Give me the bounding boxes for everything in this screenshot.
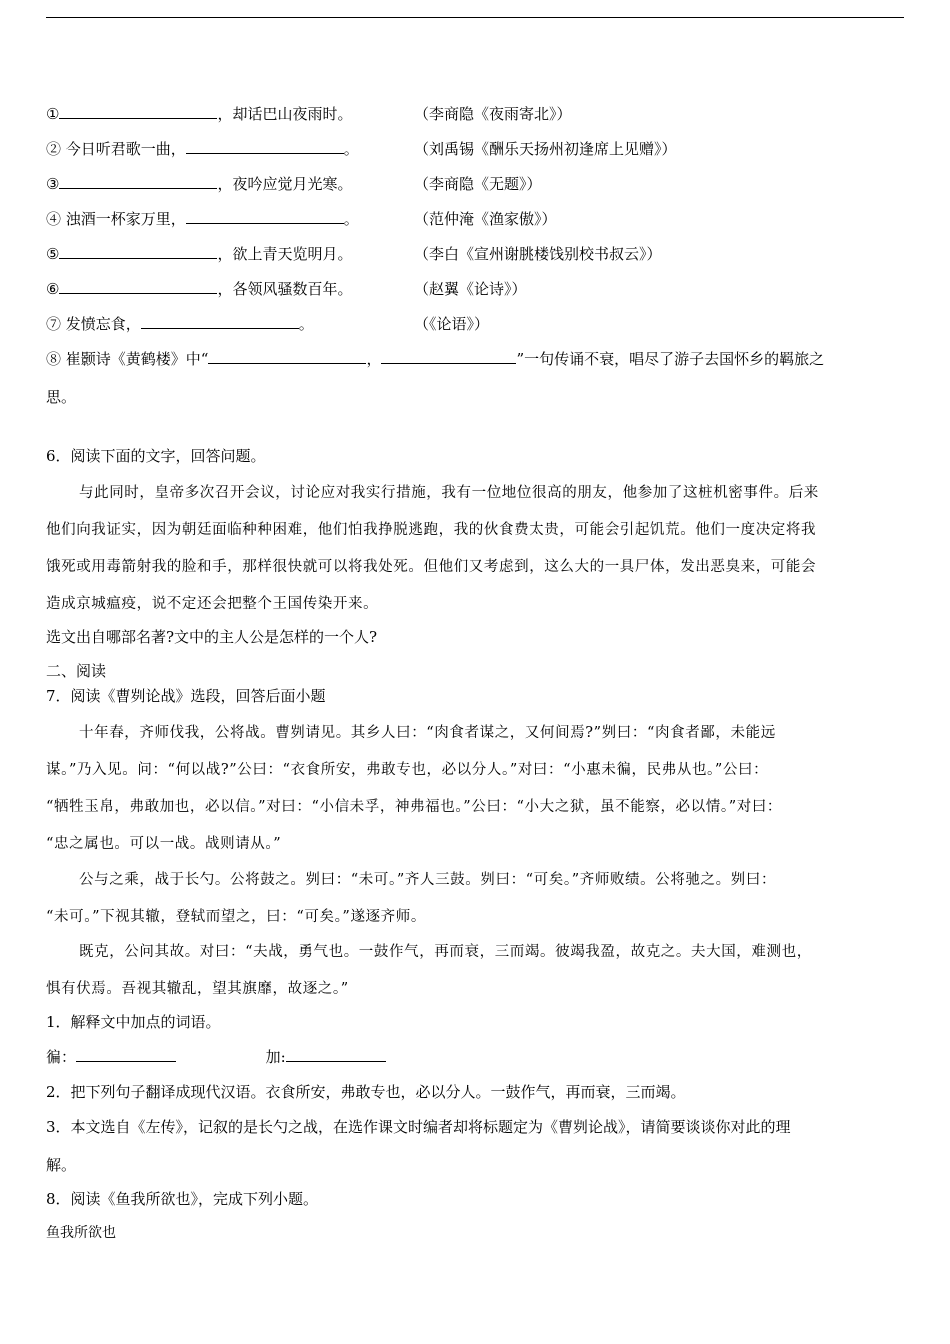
item-text: ”一句传诵不衰，唱尽了游子去国怀乡的羁旅之 bbox=[516, 350, 825, 368]
q5-source-7: （《论语》） bbox=[414, 315, 490, 333]
item-text: ② 今日听君歌一曲， bbox=[46, 140, 186, 158]
word-label: 徧： bbox=[46, 1048, 77, 1066]
q6-passage-line: 他们向我证实，因为朝廷面临种种困难，他们怕我挣脱逃跑，我的伙食费太贵，可能会引起饥荒。他们一度决定将我 bbox=[46, 522, 817, 538]
item-text: ，却话巴山夜雨时。 bbox=[217, 105, 353, 123]
item-text: ⑦ 发愤忘食， bbox=[46, 315, 141, 333]
answer-blank[interactable] bbox=[59, 104, 217, 119]
answer-blank[interactable] bbox=[59, 244, 217, 259]
q5-item-8 bbox=[46, 349, 824, 369]
q7-sub3-continued: 解。 bbox=[46, 1156, 77, 1174]
item-number: ① bbox=[46, 105, 60, 123]
item-text: ⑧ 崔颢诗《黄鹤楼》中“ bbox=[46, 350, 209, 368]
q6-passage-line: 与此同时，皇帝多次召开会议，讨论应对我实行措施，我有一位地位很高的朋友，他参加了这桩机密事件。后来 bbox=[79, 485, 819, 501]
item-text: 。 bbox=[343, 140, 359, 158]
q7-passage-line: 十年春，齐师伐我，公将战。曹刿请见。其乡人曰：“肉食者谋之，又何间焉?”刿曰：“肉食者鄙，未能远 bbox=[79, 725, 776, 741]
q5-item-1 bbox=[46, 104, 352, 124]
q5-source-2: （刘禹锡《酬乐天扬州初逢席上见赠》） bbox=[414, 140, 677, 158]
q7-title: 7．阅读《曹刿论战》选段，回答后面小题 bbox=[46, 687, 326, 705]
answer-blank[interactable] bbox=[76, 1047, 176, 1062]
answer-blank[interactable] bbox=[141, 314, 299, 329]
q5-item-5 bbox=[46, 244, 352, 264]
answer-blank[interactable] bbox=[208, 349, 366, 364]
q7-passage-line: 既克，公问其故。对曰：“夫战，勇气也。一鼓作气，再而衰，三而竭。彼竭我盈，故克之。夫大国，难测也， bbox=[79, 944, 812, 960]
q5-source-1: （李商隐《夜雨寄北》） bbox=[414, 105, 572, 123]
q5-item-2 bbox=[46, 139, 359, 159]
q7-sub3: 3．本文选自《左传》，记叙的是长勺之战，在选作课文时编者却将标题定为《曹刿论战》，请简要谈谈你对此的理 bbox=[46, 1118, 791, 1136]
q5-item-6 bbox=[46, 279, 352, 299]
q6-title: 6．阅读下面的文字，回答问题。 bbox=[46, 447, 266, 465]
q6-question: 选文出自哪部名著?文中的主人公是怎样的一个人? bbox=[46, 628, 378, 646]
q8-title: 8．阅读《鱼我所欲也》，完成下列小题。 bbox=[46, 1190, 319, 1208]
answer-blank[interactable] bbox=[286, 1047, 386, 1062]
item-text: ， bbox=[366, 350, 382, 368]
item-text: 。 bbox=[298, 315, 314, 333]
header-rule bbox=[46, 17, 904, 18]
q7-sub2: 2．把下列句子翻译成现代汉语。衣食所安，弗敢专也，必以分人。一鼓作气，再而衰，三而竭。 bbox=[46, 1083, 686, 1101]
answer-blank[interactable] bbox=[186, 139, 344, 154]
q5-source-6: （赵翼《论诗》） bbox=[414, 280, 527, 298]
item-text: 。 bbox=[343, 210, 359, 228]
item-text: ，各领风骚数百年。 bbox=[217, 280, 353, 298]
q8-passage-title: 鱼我所欲也 bbox=[46, 1225, 116, 1241]
q7-passage-line: “牺牲玉帛，弗敢加也，必以信。”对曰：“小信未孚，神弗福也。”公曰：“小大之狱，虽不能察，必以情。”对曰： bbox=[46, 799, 783, 815]
q6-passage-line: 饿死或用毒箭射我的脸和手，那样很快就可以将我处死。但他们又考虑到，这么大的一具尸体，发出恶臭来，可能会 bbox=[46, 559, 817, 575]
item-number: ③ bbox=[46, 175, 60, 193]
q5-source-4: （范仲淹《渔家傲》） bbox=[414, 210, 557, 228]
q5-item-4 bbox=[46, 209, 359, 229]
q7-passage-line: 惧有伏焉。吾视其辙乱，望其旗靡，故逐之。” bbox=[46, 981, 349, 997]
q7-passage-line: 公与之乘，战于长勺。公将鼓之。刿曰：“未可。”齐人三鼓。刿曰：“可矣。”齐师败绩。公将驰之。刿曰： bbox=[79, 872, 777, 888]
item-text: ④ 浊酒一杯家万里， bbox=[46, 210, 186, 228]
item-number: ⑥ bbox=[46, 280, 60, 298]
q5-item-3 bbox=[46, 174, 352, 194]
q5-source-3: （李商隐《无题》） bbox=[414, 175, 542, 193]
q6-passage-line: 造成京城瘟疫，说不定还会把整个王国传染开来。 bbox=[46, 596, 379, 612]
q7-passage-line: 谋。”乃入见。问：“何以战?”公曰：“衣食所安，弗敢专也，必以分人。”对曰：“小惠未徧，民弗从也。”公曰： bbox=[46, 762, 769, 778]
section-heading: 二、阅读 bbox=[46, 662, 107, 680]
word-label: 加: bbox=[265, 1048, 286, 1066]
answer-blank[interactable] bbox=[186, 209, 344, 224]
item-number: ⑤ bbox=[46, 245, 60, 263]
item-text: ，欲上青天览明月。 bbox=[217, 245, 353, 263]
q7-sub1-answers bbox=[46, 1047, 386, 1067]
q7-passage-line: “未可。”下视其辙，登轼而望之，曰：“可矣。”遂逐齐师。 bbox=[46, 909, 426, 925]
answer-blank[interactable] bbox=[381, 349, 516, 364]
q7-passage-line: “忠之属也。可以一战。战则请从。” bbox=[46, 836, 282, 852]
q5-item-7 bbox=[46, 314, 314, 334]
q7-sub1: 1．解释文中加点的词语。 bbox=[46, 1013, 221, 1031]
answer-blank[interactable] bbox=[59, 279, 217, 294]
answer-blank[interactable] bbox=[59, 174, 217, 189]
q5-source-5: （李白《宣州谢朓楼饯别校书叔云》） bbox=[414, 245, 662, 263]
q5-item-8-continued: 思。 bbox=[46, 388, 77, 406]
item-text: ，夜吟应觉月光寒。 bbox=[217, 175, 353, 193]
